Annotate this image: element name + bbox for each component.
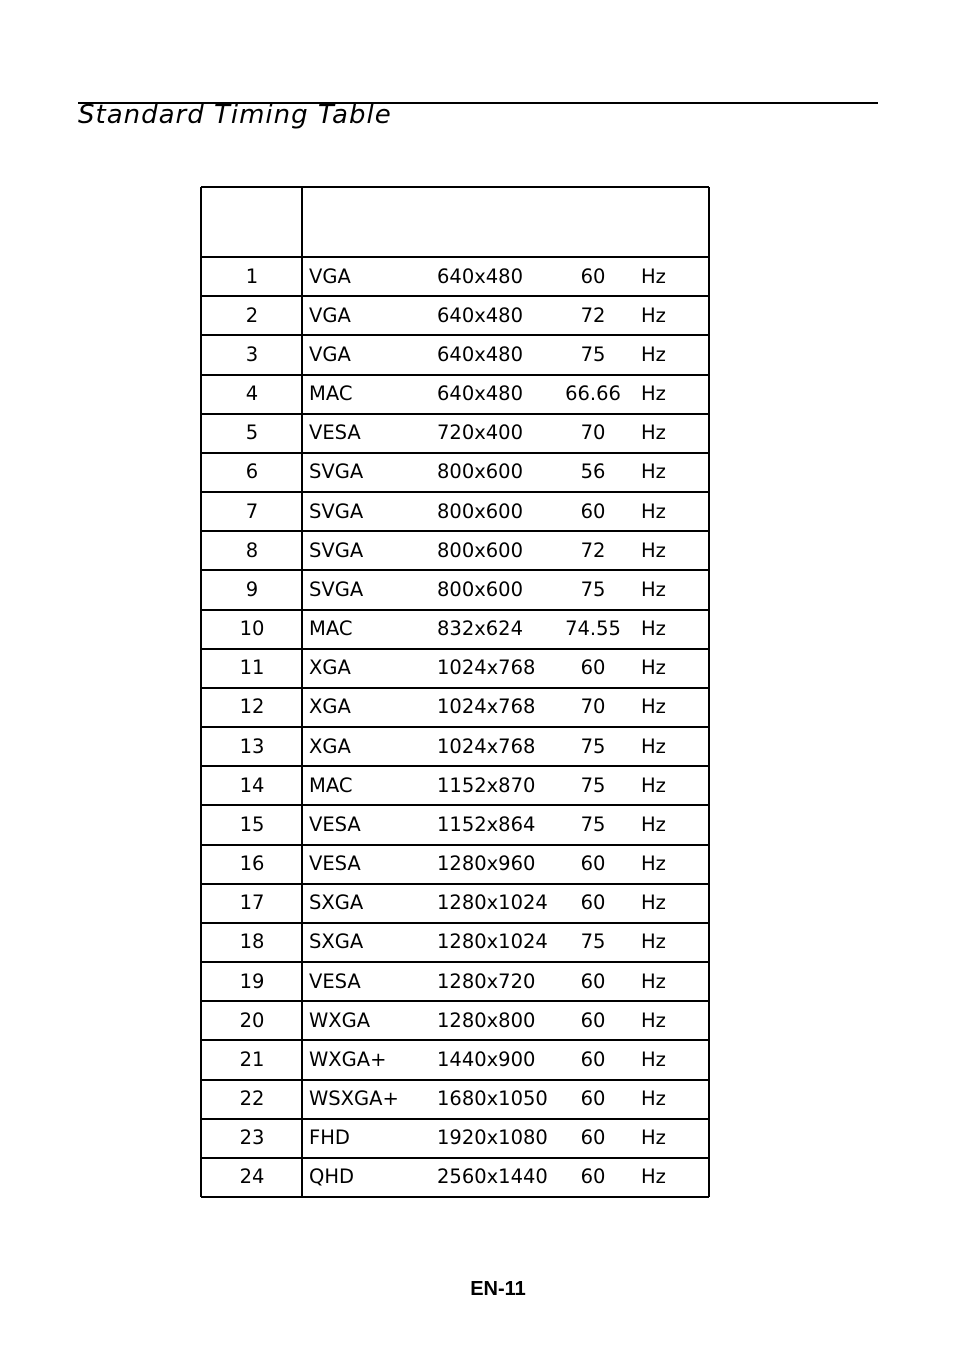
refresh-cell: 60 — [580, 1165, 606, 1189]
resolution-cell: 640x480 — [437, 342, 523, 366]
mode-cell: MAC — [309, 617, 353, 641]
mode-cell: WXGA+ — [309, 1047, 387, 1071]
row-number: 23 — [239, 1126, 265, 1150]
refresh-cell: 72 — [580, 538, 606, 562]
refresh-cell: 60 — [580, 656, 606, 680]
table-row — [201, 1119, 709, 1158]
row-number: 3 — [245, 342, 259, 366]
refresh-cell: 60 — [580, 969, 606, 993]
row-number: 11 — [239, 656, 265, 680]
mode-cell: VESA — [309, 969, 361, 993]
row-number: 12 — [239, 695, 265, 719]
mode-cell: SVGA — [309, 499, 364, 523]
table-row — [201, 1158, 709, 1197]
resolution-cell: 1280x720 — [437, 969, 536, 993]
mode-cell: FHD — [309, 1126, 350, 1150]
refresh-cell: 72 — [580, 303, 606, 327]
row-number: 10 — [239, 617, 265, 641]
table-row — [201, 531, 709, 570]
resolution-cell: 800x600 — [437, 499, 523, 523]
row-number: 19 — [239, 969, 265, 993]
table-row — [201, 962, 709, 1001]
row-number: 22 — [239, 1087, 265, 1111]
row-number: 7 — [245, 499, 259, 523]
table-row — [201, 257, 709, 296]
refresh-cell: 60 — [580, 1087, 606, 1111]
row-number: 14 — [239, 773, 265, 797]
row-number: 18 — [239, 930, 265, 954]
refresh-cell: 70 — [580, 695, 606, 719]
refresh-cell: 60 — [580, 1008, 606, 1032]
resolution-cell: 832x624 — [437, 617, 523, 641]
unit-cell: Hz — [641, 264, 666, 288]
page-title: Standard Timing Table — [78, 100, 392, 130]
resolution-cell: 800x600 — [437, 460, 523, 484]
unit-cell: Hz — [641, 577, 666, 601]
unit-cell: Hz — [641, 1165, 666, 1189]
refresh-cell: 60 — [580, 1126, 606, 1150]
table-row — [201, 727, 709, 766]
row-number: 2 — [245, 303, 259, 327]
unit-cell: Hz — [641, 1126, 666, 1150]
mode-cell: VGA — [309, 264, 351, 288]
resolution-cell: 640x480 — [437, 382, 523, 406]
table-row — [201, 570, 709, 609]
unit-cell: Hz — [641, 303, 666, 327]
resolution-cell: 720x400 — [437, 421, 523, 445]
table-row — [201, 492, 709, 531]
unit-cell: Hz — [641, 499, 666, 523]
resolution-cell: 800x600 — [437, 538, 523, 562]
table-row — [201, 688, 709, 727]
refresh-cell: 75 — [580, 577, 606, 601]
refresh-cell: 70 — [580, 421, 606, 445]
resolution-cell: 640x480 — [437, 303, 523, 327]
resolution-cell: 1280x960 — [437, 852, 536, 876]
mode-cell: MAC — [309, 773, 353, 797]
unit-cell: Hz — [641, 852, 666, 876]
resolution-cell: 1280x1024 — [437, 930, 548, 954]
resolution-cell: 1280x1024 — [437, 891, 548, 915]
resolution-cell: 1440x900 — [437, 1047, 536, 1071]
resolution-cell: 2560x1440 — [437, 1165, 548, 1189]
refresh-cell: 60 — [580, 852, 606, 876]
table-row — [201, 414, 709, 453]
refresh-cell: 60 — [580, 891, 606, 915]
table-row — [201, 1040, 709, 1079]
unit-cell: Hz — [641, 1047, 666, 1071]
unit-cell: Hz — [641, 695, 666, 719]
table-border-top — [201, 186, 709, 188]
page-number: EN-11 — [470, 1278, 526, 1300]
table-row — [201, 375, 709, 414]
table-row — [201, 845, 709, 884]
unit-cell: Hz — [641, 342, 666, 366]
resolution-cell: 800x600 — [437, 577, 523, 601]
mode-cell: XGA — [309, 734, 351, 758]
row-number: 24 — [239, 1165, 265, 1189]
resolution-cell: 1152x870 — [437, 773, 536, 797]
mode-cell: WSXGA+ — [309, 1087, 399, 1111]
unit-cell: Hz — [641, 460, 666, 484]
refresh-cell: 60 — [580, 1047, 606, 1071]
mode-cell: SXGA — [309, 891, 364, 915]
resolution-cell: 1920x1080 — [437, 1126, 548, 1150]
unit-cell: Hz — [641, 930, 666, 954]
unit-cell: Hz — [641, 969, 666, 993]
timing-table — [201, 187, 709, 1197]
unit-cell: Hz — [641, 1087, 666, 1111]
table-row — [201, 766, 709, 805]
table-row — [201, 453, 709, 492]
row-number: 6 — [245, 460, 259, 484]
mode-cell: SXGA — [309, 930, 364, 954]
table-row — [201, 1001, 709, 1040]
row-number: 20 — [239, 1008, 265, 1032]
refresh-cell: 75 — [580, 734, 606, 758]
row-number: 9 — [245, 577, 259, 601]
mode-cell: VGA — [309, 342, 351, 366]
unit-cell: Hz — [641, 656, 666, 680]
mode-cell: XGA — [309, 695, 351, 719]
unit-cell: Hz — [641, 1008, 666, 1032]
refresh-cell: 75 — [580, 930, 606, 954]
mode-cell: VESA — [309, 812, 361, 836]
refresh-cell: 60 — [580, 264, 606, 288]
refresh-cell: 75 — [580, 342, 606, 366]
resolution-cell: 1024x768 — [437, 656, 536, 680]
mode-cell: SVGA — [309, 460, 364, 484]
refresh-cell: 75 — [580, 812, 606, 836]
unit-cell: Hz — [641, 382, 666, 406]
row-number: 5 — [245, 421, 259, 445]
resolution-cell: 1024x768 — [437, 734, 536, 758]
resolution-cell: 1152x864 — [437, 812, 536, 836]
row-number: 21 — [239, 1047, 265, 1071]
table-row — [201, 1080, 709, 1119]
table-row — [201, 335, 709, 374]
resolution-cell: 1280x800 — [437, 1008, 536, 1032]
unit-cell: Hz — [641, 617, 666, 641]
mode-cell: VESA — [309, 421, 361, 445]
refresh-cell: 60 — [580, 499, 606, 523]
row-number: 13 — [239, 734, 265, 758]
row-number: 16 — [239, 852, 265, 876]
table-row — [201, 923, 709, 962]
row-number: 4 — [245, 382, 259, 406]
unit-cell: Hz — [641, 421, 666, 445]
mode-cell: XGA — [309, 656, 351, 680]
mode-cell: SVGA — [309, 577, 364, 601]
unit-cell: Hz — [641, 773, 666, 797]
table-row — [201, 649, 709, 688]
unit-cell: Hz — [641, 538, 666, 562]
table-row — [201, 805, 709, 844]
unit-cell: Hz — [641, 734, 666, 758]
mode-cell: WXGA — [309, 1008, 371, 1032]
refresh-cell: 56 — [580, 460, 606, 484]
mode-cell: MAC — [309, 382, 353, 406]
unit-cell: Hz — [641, 812, 666, 836]
resolution-cell: 1680x1050 — [437, 1087, 548, 1111]
refresh-cell: 74.55 — [565, 617, 621, 641]
mode-cell: VGA — [309, 303, 351, 327]
row-number: 8 — [245, 538, 259, 562]
row-number: 1 — [245, 264, 259, 288]
mode-cell: SVGA — [309, 538, 364, 562]
unit-cell: Hz — [641, 891, 666, 915]
row-number: 17 — [239, 891, 265, 915]
table-row — [201, 296, 709, 335]
resolution-cell: 640x480 — [437, 264, 523, 288]
refresh-cell: 66.66 — [565, 382, 621, 406]
table-row — [201, 610, 709, 649]
mode-cell: QHD — [309, 1165, 355, 1189]
resolution-cell: 1024x768 — [437, 695, 536, 719]
table-row — [201, 884, 709, 923]
mode-cell: VESA — [309, 852, 361, 876]
refresh-cell: 75 — [580, 773, 606, 797]
row-number: 15 — [239, 812, 265, 836]
